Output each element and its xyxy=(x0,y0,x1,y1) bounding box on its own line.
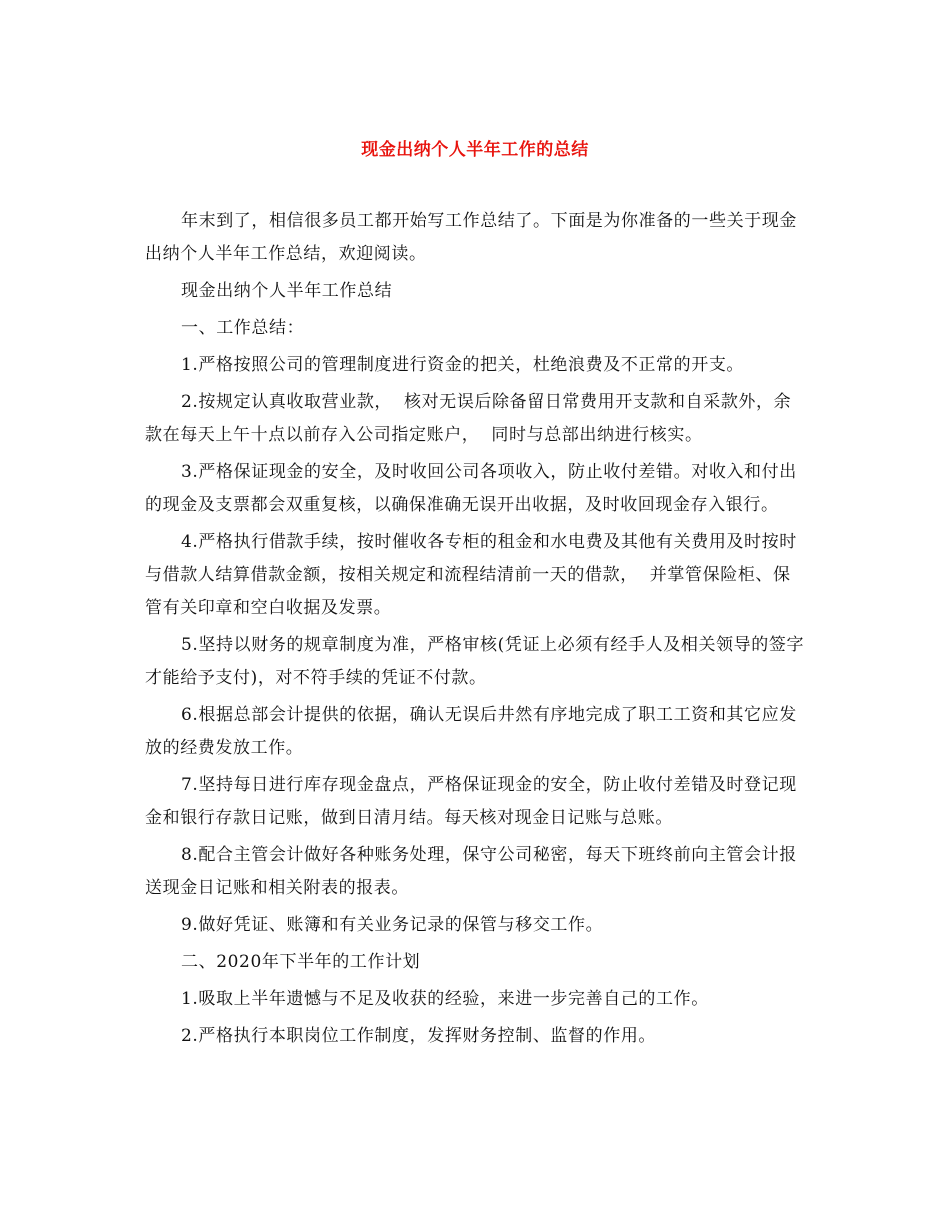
paragraph-plan-2: 2.严格执行本职岗位工作制度，发挥财务控制、监督的作用。 xyxy=(181,1026,657,1046)
paragraph-plan-1: 1.吸取上半年遗憾与不足及收获的经验，来进一步完善自己的工作。 xyxy=(181,989,709,1009)
paragraph-item-4: 4.严格执行借款手续，按时催收各专柜的租金和水电费及其他有关费用及时按时与借款人结算借款金额，按相关规定和流程结清前一天的借款， 并掌管保险柜、保管有关印章和空白收据及发票。 xyxy=(145,532,797,618)
paragraph-item-8: 8.配合主管会计做好各种账务处理，保守公司秘密，每天下班终前向主管会计报送现金日记账和相关附表的报表。 xyxy=(145,845,797,898)
document-title: 现金出纳个人半年工作的总结 xyxy=(361,140,589,160)
paragraph-item-3: 3.严格保证现金的安全，及时收回公司各项收入，防止收付差错。对收入和付出的现金及支票都会双重复核，以确保准确无误开出收据，及时收回现金存入银行。 xyxy=(145,462,797,515)
document-body xyxy=(145,205,805,1057)
paragraph-item-2: 2.按规定认真收取营业款， 核对无误后除备留日常费用开支款和自采款外，余款在每天上午十点以前存入公司指定账户， 同时与总部出纳进行核实。 xyxy=(145,392,792,445)
paragraph-subtitle: 现金出纳个人半年工作总结 xyxy=(181,281,393,301)
paragraph-item-9: 9.做好凭证、账簿和有关业务记录的保管与移交工作。 xyxy=(181,915,604,935)
paragraph-item-6: 6.根据总部会计提供的依据，确认无误后井然有序地完成了职工工资和其它应发放的经费发放工作。 xyxy=(145,705,797,758)
section-heading-summary: 一、工作总结： xyxy=(181,318,305,338)
paragraph-item-7: 7.坚持每日进行库存现金盘点，严格保证现金的安全，防止收付差错及时登记现金和银行存款日记账，做到日清月结。每天核对现金日记账与总账。 xyxy=(145,775,797,828)
section-heading-plan: 二、2020年下半年的工作计划 xyxy=(181,952,421,972)
paragraph-item-5: 5.坚持以财务的规章制度为准，严格审核(凭证上必须有经手人及相关领导的签字才能给予支付)，对不符手续的凭证不付款。 xyxy=(145,635,805,688)
paragraph-intro: 年末到了，相信很多员工都开始写工作总结了。下面是为你准备的一些关于现金出纳个人半年工作总结，欢迎阅读。 xyxy=(145,211,797,264)
paragraph-item-1: 1.严格按照公司的管理制度进行资金的把关，杜绝浪费及不正常的开支。 xyxy=(181,355,745,375)
